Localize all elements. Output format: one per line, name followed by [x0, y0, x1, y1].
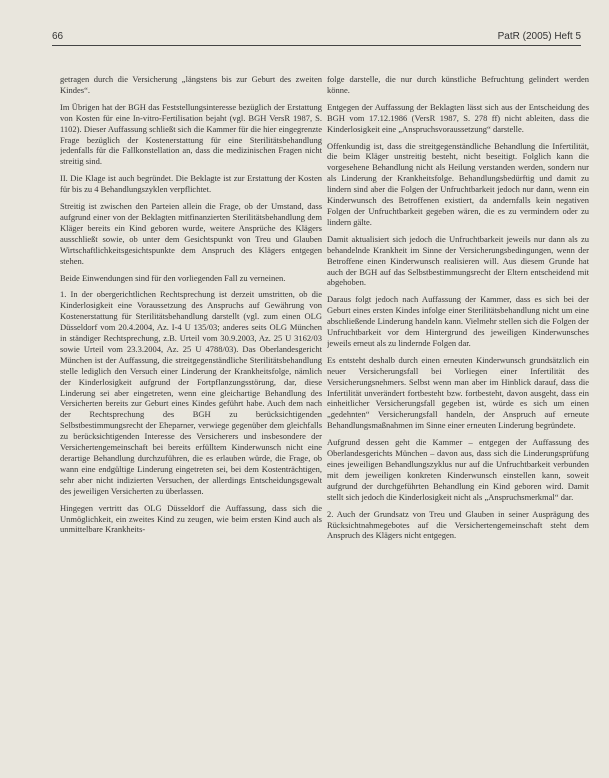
journal-reference: PatR (2005) Heft 5	[497, 31, 581, 42]
right-column	[327, 74, 589, 772]
paragraph: Daraus folgt jedoch nach Auffassung der Kammer, dass es sich bei der Geburt eines ersten Kindes infolge einer Sterilitätsbehandlung nicht um eine abschließende Linderung handeln kann. Vielmehr stellen sich die Folgen der Unfruchtbarkeit vor dem Hintergrund des jeweiligen Kinderwunsches jeweils erneut als zu lindernde Folgen dar.	[327, 294, 589, 348]
paragraph: Hingegen vertritt das OLG Düsseldorf die Auffassung, dass sich die Unmöglichkeit, ein zweites Kind zu zeugen, wie beim ersten Kind auch als unmittelbare Krankheits-	[60, 502, 322, 535]
paragraph: 2. Auch der Grundsatz von Treu und Glauben in seiner Ausprägung des Rücksichtnahmegebotes auf die Versichertengemeinschaft steht dem Anspruch des Klägers nicht entgegen.	[327, 508, 589, 541]
paragraph: Entgegen der Auffassung der Beklagten lässt sich aus der Entscheidung des BGH vom 17.12.1986 (VersR 1987, S. 278 ff) nicht ableiten, dass die Kinderlosigkeit eine „Anspruchsvoraussetzung“ darstelle.	[327, 101, 589, 134]
paragraph: Offenkundig ist, dass die streitgegenständliche Behandlung die Infertilität, die beim Kläger unstreitig besteht, nicht beseitigt. Folglich kann die vorgesehene Behandlung nicht als Heilung verstanden werden, sondern nur als Linderung der Krankheitsfolge. Behandlungsbedürftig und damit zu lindern sind aber die Folgen der Unfruchtbarkeit jedoch nur dann, wenn ein Kinderwunsch des Betroffenen existiert, da andernfalls kein negativen Folgen der Unfruchtbarkeit gegeben wären, die es zu vermindern oder zu lindern gälte.	[327, 140, 589, 227]
paragraph: 1. In der obergerichtlichen Rechtsprechung ist derzeit umstritten, ob die Kinderlosigkeit eine Voraussetzung des Anspruchs auf Gewährung von Kostenerstattung für Sterilitätsbehandlung darstellt (vgl. zum einen OLG Düsseldorf vom 20.4.2004, Az. I-4 U 135/03; anderes seits OLG München in ständiger Rechtsprechung, z.B. Urteil vom 30.9.2003, Az. 25 U 3162/03 sowie Urteil vom 23.3.2004, Az. 25 U 4788/03). Das Oberlandesgericht München ist der Auffassung, die streitgegenständliche Sterilitätsbehandlung stelle lediglich den Versuch einer Linderung der Krankheitsfolge, nämlich der Kinderlosigkeit aufgrund der Fortpflanzungsstörung, dar, diese Linderung sei aber eingetreten, wenn eine gleichartige Behandlung des Versicherten bereits zur Geburt eines Kindes geführt habe. Auch dem nach der Rechtsprechung des BGH zu berücksichtigenden Selbstbestimmungsrecht der Eheparner, verwiege gegenüber dem gleichfalls zu berücksichtigenden Interesse des Versicherers und insbesondere der Versichertengemeinschaft bei bereits erfülltem Kinderwunsch nicht eine derartige Behandlung durchzuführen, die es erlauben würde, die Frage, ob wann eine endgültige Linderung eingetreten sei, bei dem Kostenträchtigen, sehr aber nicht indizierten Versuchen, der allerdings Entscheidungsgewalt des jeweiligen Versicherten zu überlassen.	[60, 289, 322, 496]
left-column	[60, 74, 322, 772]
page-header	[52, 27, 581, 46]
page-number: 66	[52, 31, 64, 42]
paragraph: Es entsteht deshalb durch einen erneuten Kinderwunsch grundsätzlich ein neuer Versicherungsfall bei Vorliegen einer Infertilität des Versicherungsnehmers. Selbst wenn man aber im Hinblick darauf, dass die Infertilität unverändert fortbesteht bzw. fortbesteht, davon ausgeht, dass ein einheitlicher Versicherungsfall gegeben ist, würde es sich um einen „gedehnten“ Versicherungsfall handeln, der Anspruch auf erneute Behandlungsmaßnahmen im Sinne einer erneuten Linderung begründete.	[327, 354, 589, 431]
paragraph: getragen durch die Versicherung „längstens bis zur Geburt des zweiten Kindes“.	[60, 74, 322, 95]
paragraph: Streitig ist zwischen den Parteien allein die Frage, ob der Umstand, dass aufgrund einer von der Beklagten mitfinanzierten Sterilitätsbehandlung dem Kläger bereits ein Kind geboren wurde, weitere Ansprüche des Klägers ausschließt sowie, ob unter dem Gesichtspunkt von Treu und Glauben Wirtschaftlichkeitsgesichtspunkte dem Anspruch des Klägers entgegen stehen.	[60, 201, 322, 266]
paragraph: folge darstelle, die nur durch künstliche Befruchtung gelindert werden könne.	[327, 74, 589, 95]
paragraph: Damit aktualisiert sich jedoch die Unfruchtbarkeit jeweils nur dann als zu behandelnde Krankheit im Sinne der Versicherungsbedingungen, wenn der Betroffene einen Kinderwunsch realisieren will. Aus diesem Grunde hat auch der BGH auf das Selbstbestimmungsrecht der Eltern entscheidend mit abgehoben.	[327, 233, 589, 288]
paragraph: II. Die Klage ist auch begründet. Die Beklagte ist zur Erstattung der Kosten für bis zu 4 Behandlungszyklen verpflichtet.	[60, 173, 322, 195]
paragraph: Im Übrigen hat der BGH das Feststellungsinteresse bezüglich der Erstattung von Kosten für eine In-vitro-Fertilisation bejaht (vgl. BGH VersR 1987, S. 1102). Dieser Auffassung schließt sich die Kammer für die hier eingegrenzte Frage bezüglich der Kostenerstattung für eine Sterilitätsbehandlung jedenfalls für die Fallkonstellation an, dass die medizinischen Fragen nicht streitig sind.	[60, 101, 322, 167]
paragraph: Aufgrund dessen geht die Kammer – entgegen der Auffassung des Oberlandesgerichts München – davon aus, dass sich die Linderungsprüfung eines jeweiligen Behandlungszyklus nur auf die Unfruchtbarkeit verbunden mit dem jeweiligen konkreten Kinderwunsch einstellen kann, soweit aufgrund der durchgeführten Behandlung ein Kind geboren wird. Damit stellt sich jedoch die Kinderlosigkeit nicht als „Anspruchsmerkmal“ dar.	[327, 437, 589, 502]
paragraph: Beide Einwendungen sind für den vorliegenden Fall zu verneinen.	[60, 272, 286, 283]
